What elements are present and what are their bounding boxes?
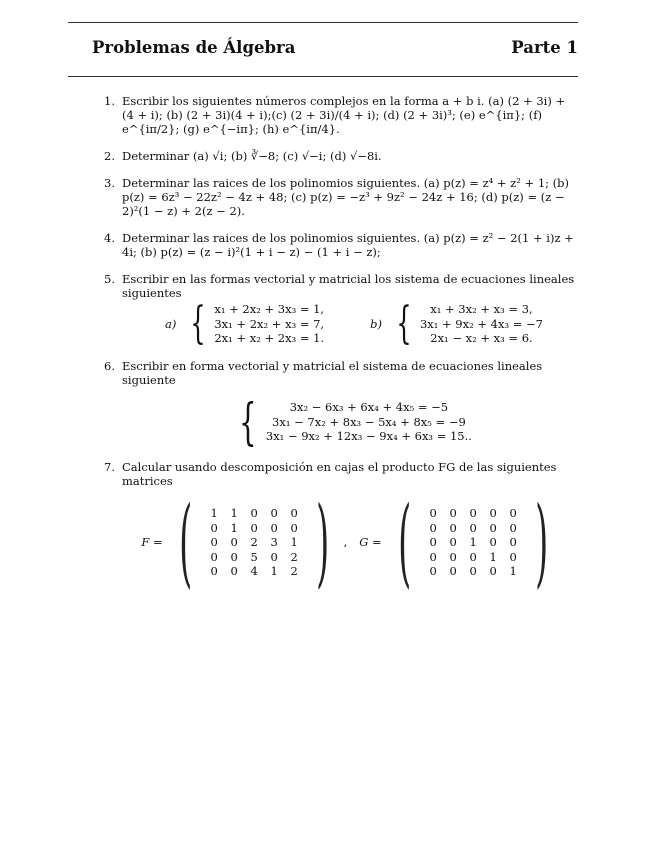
matrix-cell: 0 [449,564,457,578]
matrix-cell: 0 [469,549,477,564]
problem-4 [104,231,580,259]
problem-text: Escribir en forma vectorial y matricial el sistema de ecuaciones lineales siguiente [122,359,543,387]
equation: 3x₁ + 9x₂ + 4x₃ = −7 [419,316,543,331]
page-title: Problemas de Álgebra [92,38,296,57]
matrix-row [423,520,523,535]
problem-3 [104,176,580,218]
matrix-cell: 0 [270,549,278,564]
matrix-row [204,520,304,535]
problem-2 [104,149,580,163]
problem-number: 3. [104,176,115,190]
matrix-cell: 0 [449,535,457,549]
top-rule [68,22,578,23]
matrix-cell: 0 [429,549,437,564]
problem-number: 4. [104,231,115,245]
matrix-cell: 1 [230,506,238,520]
system-6 [122,393,580,451]
matrix-row [423,549,523,564]
equation: 3x₂ − 6x₃ + 6x₄ + 4x₅ = −5 [289,400,449,415]
matrix-g [423,506,523,579]
problem-number: 6. [104,359,115,373]
matrix-cell: 0 [429,535,437,549]
right-paren-icon: ) [316,486,330,598]
matrix-f [204,506,304,579]
matrix-cell: 0 [290,520,298,535]
matrix-row [423,535,523,550]
problem-text: Determinar las raices de los polinomios siguientes. (a) p(z) = z⁴ + z² + 1; (b) p(z) = 6z³ − 22z² − 4z + 48; (c) p(z) = −z³ + 9z² − 24z + 16; (d) p(z) = (z − 2)²(1 − z) + 2(z − 2). [122,176,570,218]
matrix-cell: 4 [250,564,258,578]
matrix-cell: 0 [429,506,437,520]
matrix-cell: 0 [489,506,497,520]
left-brace-icon: { [396,298,412,349]
matrix-row [423,506,523,521]
matrix-cell: 0 [290,506,298,520]
problem-6 [104,359,580,451]
matrix-cell: 0 [270,520,278,535]
matrix-cell: 0 [469,564,477,578]
systems-row [122,298,580,349]
matrix-cell: 0 [489,564,497,578]
matrix-g-label: G = [359,535,382,549]
matrix-cell: 3 [270,535,278,549]
matrix-cell: 0 [250,506,258,520]
matrix-cell: 0 [230,549,238,564]
right-paren-icon: ) [535,486,549,598]
matrix-cell: 0 [210,564,218,578]
matrix-row [423,564,523,579]
system-a-label: a) [165,317,177,331]
matrix-cell: 0 [469,520,477,535]
problem-text: Calcular usando descomposición en cajas el producto FG de las siguientes matrices [122,460,557,488]
matrix-cell: 0 [509,506,517,520]
matrix-cell: 2 [290,549,298,564]
equation: 2x₁ + x₂ + 2x₃ = 1. [214,331,325,346]
left-paren-icon: ( [397,486,411,598]
equation: x₁ + 3x₂ + x₃ = 3, [430,302,533,317]
part-label: Parte 1 [511,38,578,57]
problem-number: 7. [104,460,115,474]
matrix-cell: 1 [230,520,238,535]
matrix-cell: 1 [210,506,218,520]
left-paren-icon: ( [178,486,192,598]
matrix-cell: 2 [290,564,298,578]
system-6-equations [266,400,472,444]
matrix-f-label: F = [141,535,163,549]
problem-text: Escribir los siguientes números complejos en la forma a + b i. (a) (2 + 3i) + (4 + i); (b) (2 + 3i)(4 + i);(c) (2 + 3i)/(4 + i); (d) (2 + 3i)³; (e) e^{iπ}; (f) e^{iπ/2}; (g) e^{−iπ}; (h) e^{iπ/4}. [122,94,566,136]
equation: x₁ + 2x₂ + 3x₃ = 1, [214,302,325,317]
problem-1 [104,94,580,136]
header-rule [68,76,578,77]
matrix-row [204,549,304,564]
left-brace-icon: { [239,393,257,451]
matrix-cell: 0 [210,520,218,535]
matrix-cell: 0 [449,549,457,564]
matrix-cell: 1 [489,549,497,564]
matrix-cell: 0 [210,549,218,564]
matrix-row [204,506,304,521]
matrix-cell: 0 [509,535,517,549]
problem-text: Determinar las raices de los polinomios siguientes. (a) p(z) = z² − 2(1 + i)z + 4i; (b) p(z) = (z − i)²(1 + i − z) − (1 + i − z); [122,231,574,259]
matrix-cell: 0 [449,520,457,535]
matrix-cell: 1 [270,564,278,578]
problem-text: Escribir en las formas vectorial y matricial los sistema de ecuaciones lineales siguientes [122,272,575,300]
matrix-cell: 0 [230,535,238,549]
problem-number: 1. [104,94,115,108]
equation: 3x₁ − 7x₂ + 8x₃ − 5x₄ + 8x₅ = −9 [272,414,466,429]
matrix-cell: 0 [429,520,437,535]
matrix-cell: 0 [449,506,457,520]
matrix-row [204,535,304,550]
matrix-cell: 0 [270,506,278,520]
problem-list [104,94,580,603]
matrix-cell: 1 [509,564,517,578]
matrix-cell: 0 [230,564,238,578]
matrix-cell: 2 [250,535,258,549]
problem-number: 5. [104,272,115,286]
system-a [214,302,324,346]
matrix-separator: , [343,535,348,549]
matrix-cell: 0 [210,535,218,549]
matrix-row [204,564,304,579]
matrices [122,486,580,598]
matrix-cell: 0 [489,520,497,535]
matrix-cell: 0 [250,520,258,535]
matrix-cell: 0 [489,535,497,549]
matrix-cell: 1 [469,535,477,549]
equation: 2x₁ − x₂ + x₃ = 6. [430,331,533,346]
problem-7 [104,460,580,598]
system-b [420,302,543,346]
left-brace-icon: { [190,298,207,349]
matrix-cell: 0 [469,506,477,520]
matrix-cell: 5 [250,549,258,564]
matrix-cell: 0 [509,549,517,564]
problem-number: 2. [104,149,115,163]
matrix-cell: 0 [429,564,437,578]
system-b-label: b) [370,317,382,331]
equation: 3x₁ + 2x₂ + x₃ = 7, [214,316,325,331]
matrix-cell: 1 [290,535,298,549]
problem-text: Determinar (a) √i; (b) ∛−8; (c) √−i; (d) √−8i. [122,149,382,163]
problem-5 [104,272,580,349]
matrix-cell: 0 [509,520,517,535]
equation: 3x₁ − 9x₂ + 12x₃ − 9x₄ + 6x₃ = 15.. [265,429,472,444]
